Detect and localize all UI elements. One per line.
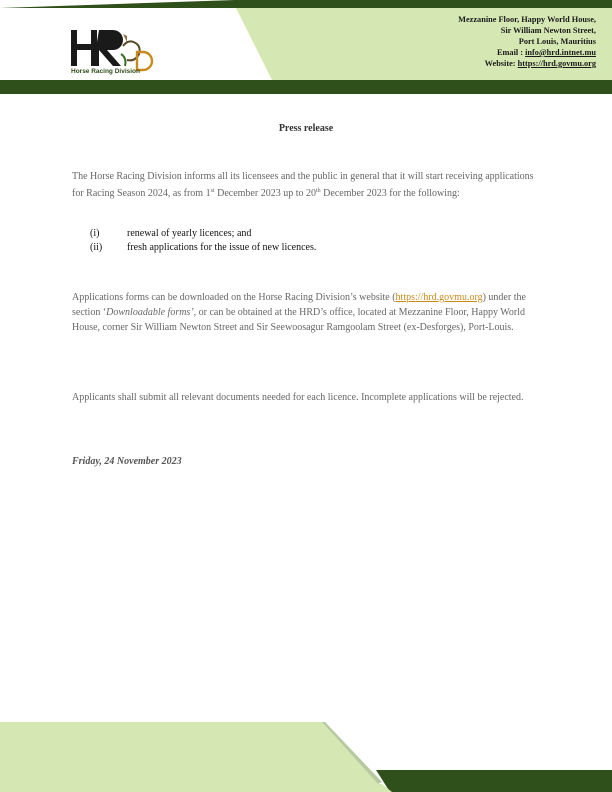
ordinal-sup: th	[315, 188, 321, 194]
section-name: Downloadable forms’	[106, 307, 194, 318]
website-label: Website:	[484, 59, 518, 68]
submission-paragraph: Applicants shall submit all relevant documents needed for each licence. Incomplete applications will be rejected.	[72, 392, 524, 403]
address-line: Sir William Newton Street,	[500, 26, 596, 35]
list-item	[90, 241, 316, 255]
download-paragraph	[72, 290, 540, 335]
footer-banner	[0, 722, 612, 792]
list-text: fresh applications for the issue of new licences.	[127, 242, 317, 253]
intro-text: The Horse Racing Division informs all its licensees and the public in general that it will start receiving applications for Racing Season 2024, as from 1	[72, 171, 534, 199]
intro-paragraph	[72, 169, 540, 201]
document-title: Press release	[278, 123, 334, 134]
list-number: (ii)	[90, 242, 103, 253]
logo-subtitle: Horse Racing Division	[71, 68, 140, 75]
list-number: (i)	[90, 228, 100, 239]
email-link[interactable]: info@hrd.intnet.mu	[525, 48, 596, 57]
contact-address	[458, 14, 596, 69]
website-link[interactable]: https://hrd.govmu.org	[517, 59, 596, 68]
download-text: , or can be obtained at the HRD’s office, located at Mezzanine Floor, Happy World House, corner Sir William Newton Street and Sir Seewoosagur Ramgoolam Street (ex-Desforges), Port-Louis.	[72, 307, 526, 333]
list-text: renewal of yearly licences; and	[127, 228, 252, 239]
address-line: Mezzanine Floor, Happy World House,	[458, 15, 596, 24]
website-line	[458, 58, 596, 69]
intro-text: December 2023 up to 20	[214, 188, 316, 199]
ordinal-sup: st	[210, 188, 215, 194]
footer-green-panel	[0, 722, 378, 784]
licence-list	[90, 227, 316, 255]
footer-dark-bar	[376, 770, 612, 792]
download-text: ) under the section ‘	[72, 292, 526, 318]
website-link[interactable]: https://hrd.govmu.org	[395, 292, 483, 303]
email-line	[458, 47, 596, 58]
release-date: Friday, 24 November 2023	[72, 456, 182, 467]
intro-text: December 2023 for the following:	[320, 188, 460, 199]
list-item	[90, 227, 316, 241]
email-label: Email :	[496, 48, 526, 57]
address-line: Port Louis, Mauritius	[518, 37, 596, 46]
download-text: Applications forms can be downloaded on the Horse Racing Division’s website (	[72, 292, 396, 303]
